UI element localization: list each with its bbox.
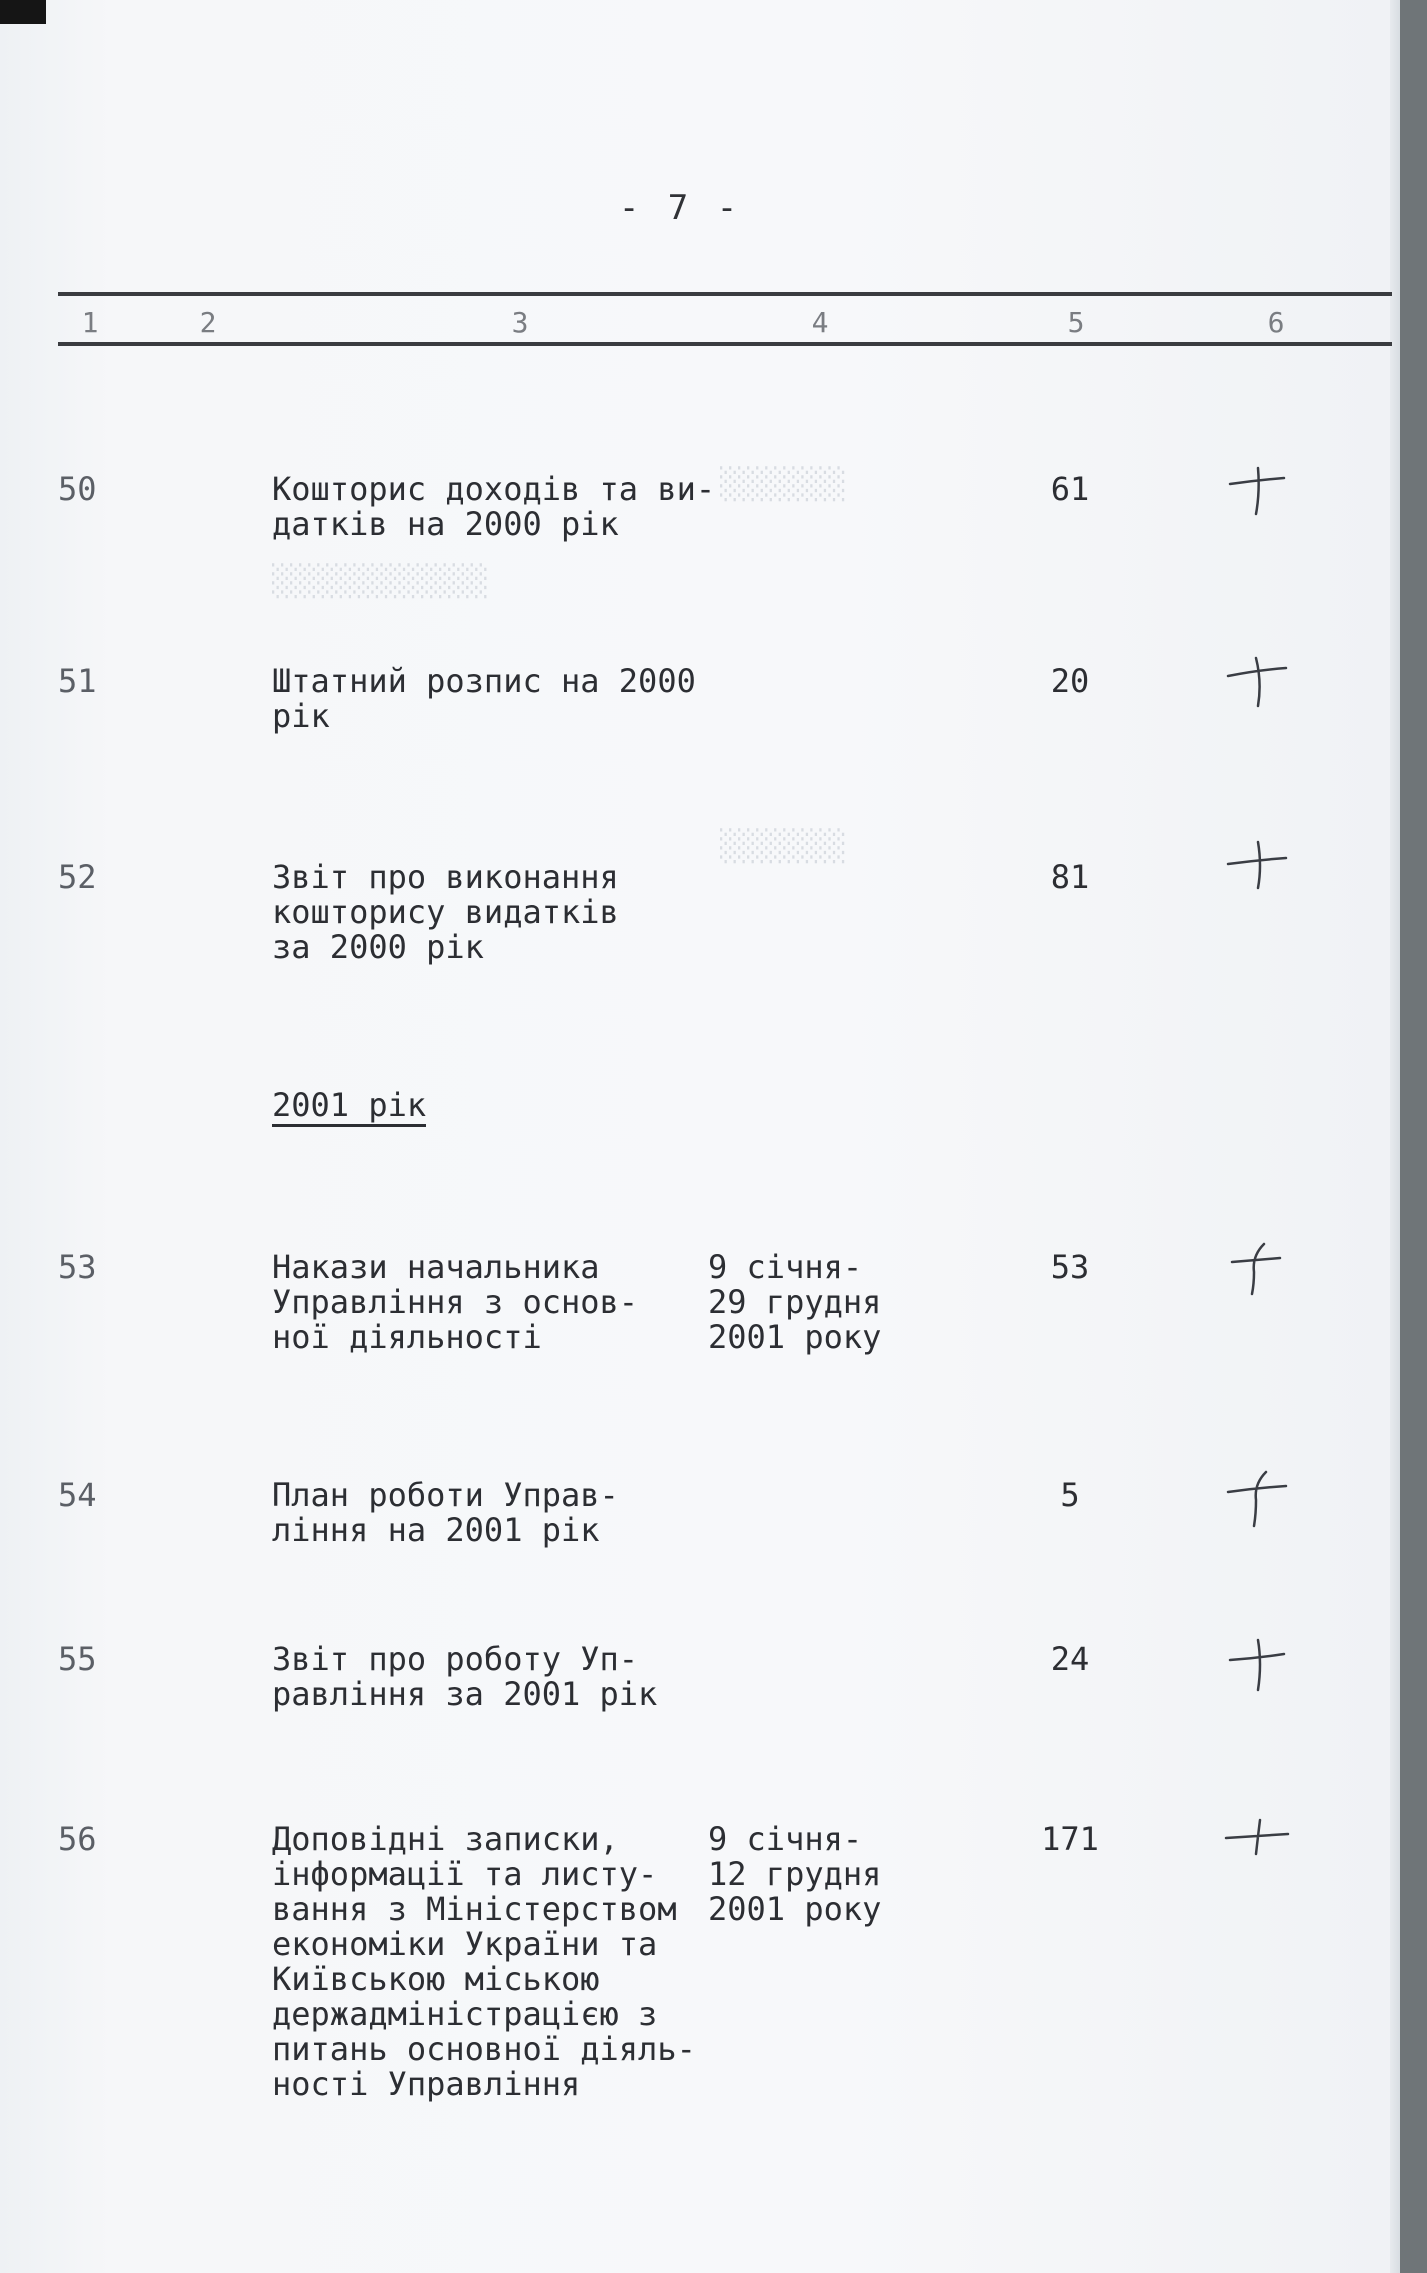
row-sheet-count: 81: [1050, 858, 1090, 896]
handwritten-check-mark: [1218, 1238, 1298, 1298]
row-sheet-count: 61: [1050, 470, 1090, 508]
row-title: Накази начальника Управління з основ- ної діяльності: [272, 1248, 639, 1356]
row-sheet-count: 24: [1050, 1640, 1090, 1678]
column-header-3: 3: [511, 306, 529, 339]
column-header-2: 2: [199, 306, 217, 339]
plus-mark-icon: [1218, 1810, 1298, 1870]
plus-mark-icon: [1218, 1636, 1298, 1696]
row-number: 53: [58, 1248, 97, 1286]
column-header-6: 6: [1267, 306, 1285, 339]
plus-mark-icon: [1218, 462, 1298, 522]
column-header-4: 4: [811, 306, 829, 339]
page-edge-shadow: [1390, 0, 1400, 2273]
handwritten-check-mark: [1218, 1636, 1298, 1696]
column-header-1: 1: [81, 306, 99, 339]
row-title: План роботи Управ- ління на 2001 рік: [272, 1476, 619, 1549]
row-sheet-count: 5: [1060, 1476, 1080, 1514]
table-header-rule: [58, 342, 1392, 346]
row-number: 55: [58, 1640, 97, 1678]
row-sheet-count: 53: [1050, 1248, 1090, 1286]
row-dates: 9 січня- 29 грудня 2001 року: [708, 1248, 882, 1356]
scan-corner-artifact: [0, 0, 46, 24]
handwritten-check-mark: [1218, 1810, 1298, 1870]
row-number: 54: [58, 1476, 97, 1514]
handwritten-check-mark: [1218, 836, 1298, 896]
table-top-rule: [58, 292, 1392, 296]
handwritten-check-mark: [1218, 462, 1298, 522]
bleed-through-text: ░░░░░░░░░░░░: [272, 564, 489, 599]
row-number: 51: [58, 662, 97, 700]
row-title: Звіт про виконання кошторису видатків за 2000 рік: [272, 858, 619, 966]
plus-mark-icon: [1218, 650, 1298, 710]
row-number: 50: [58, 470, 97, 508]
plus-mark-icon: [1218, 836, 1298, 896]
handwritten-check-mark: [1218, 1468, 1298, 1528]
row-title: Кошторис доходів та ви- датків на 2000 рік: [272, 470, 716, 543]
plus-mark-icon: [1218, 1468, 1298, 1528]
bleed-through-text: ░░░░░░░: [720, 467, 847, 502]
row-title: Штатний розпис на 2000 рік: [272, 662, 696, 735]
bleed-through-text: ░░░░░░░: [720, 829, 847, 864]
row-sheet-count: 20: [1050, 662, 1090, 700]
row-title: Звіт про роботу Уп- равління за 2001 рік: [272, 1640, 658, 1713]
plus-mark-icon: [1218, 1238, 1298, 1298]
column-header-5: 5: [1067, 306, 1085, 339]
row-sheet-count: 171: [1041, 1820, 1099, 1858]
row-number: 52: [58, 858, 97, 896]
year-section-heading: 2001 рік: [272, 1086, 426, 1127]
row-number: 56: [58, 1820, 97, 1858]
row-dates: 9 січня- 12 грудня 2001 року: [708, 1820, 882, 1928]
page-number: - 7 -: [618, 188, 742, 228]
handwritten-check-mark: [1218, 650, 1298, 710]
row-title: Доповідні записки, інформації та листу- вання з Міністерством економіки України та Київською міською держадміністрацією з питань основної діяль- ності Управління: [272, 1820, 696, 2103]
